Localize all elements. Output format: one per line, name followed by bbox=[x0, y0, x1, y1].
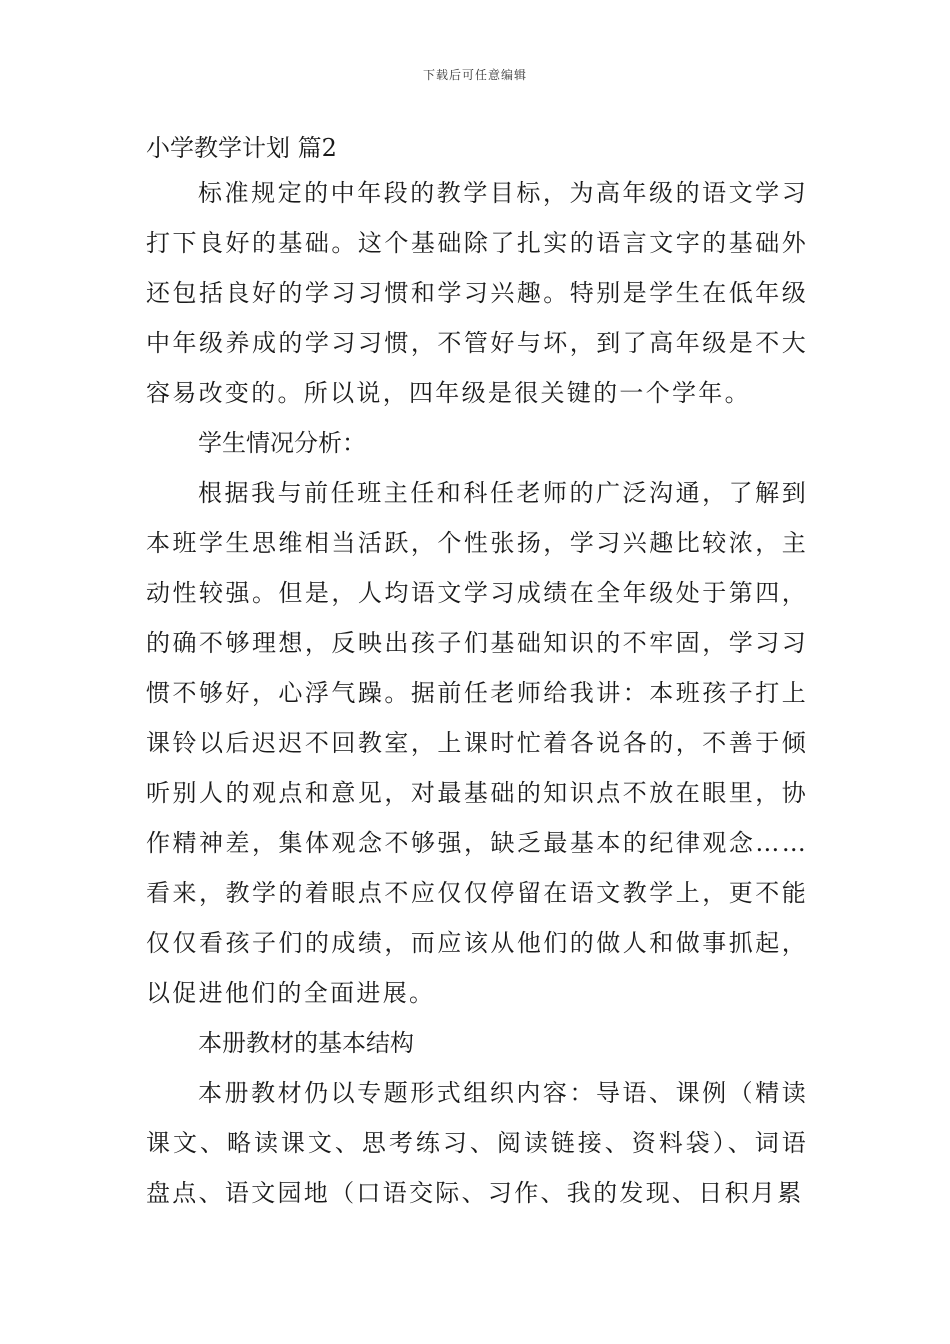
document-title: 小学教学计划 篇2 bbox=[146, 134, 337, 162]
paragraph-intro: 标准规定的中年段的教学目标，为高年级的语文学习打下良好的基础。这个基础除了扎实的语言文字的基础外还包括良好的学习习惯和学习兴趣。特别是学生在低年级中年级养成的学习习惯，不管好与坏，到了高年级是不大容易改变的。所以说，四年级是很关键的一个学年。 bbox=[146, 179, 808, 407]
header-note: 下载后可任意编辑 bbox=[422, 68, 527, 82]
paragraph-student-analysis: 根据我与前任班主任和科任老师的广泛沟通，了解到本班学生思维相当活跃，个性张扬，学习兴趣比较浓，主动性较强。但是，人均语文学习成绩在全年级处于第四，的确不够理想，反映出孩子们基础知识的不牢固，学习习惯不够好，心浮气躁。据前任老师给我讲：本班孩子打上课铃以后迟迟不回教室，上课时忙着各说各的，不善于倾听别人的观点和意见，对最基础的知识点不放在眼里，协作精神差，集体观念不够强，缺乏最基本的纪律观念……看来，教学的着眼点不应仅仅停留在语文教学上，更不能仅仅看孩子们的成绩，而应该从他们的做人和做事抓起，以促进他们的全面进展。 bbox=[146, 479, 808, 1007]
paragraph-textbook-structure: 本册教材仍以专题形式组织内容：导语、课例（精读课文、略读课文、思考练习、阅读链接、资料袋）、词语盘点、语文园地（口语交际、习作、我的发现、日积月累 bbox=[146, 1079, 808, 1207]
document-body bbox=[146, 128, 808, 1218]
section-heading-textbook-structure: 本册教材的基本结构 bbox=[198, 1029, 414, 1057]
section-heading-student-analysis: 学生情况分析： bbox=[198, 429, 366, 457]
